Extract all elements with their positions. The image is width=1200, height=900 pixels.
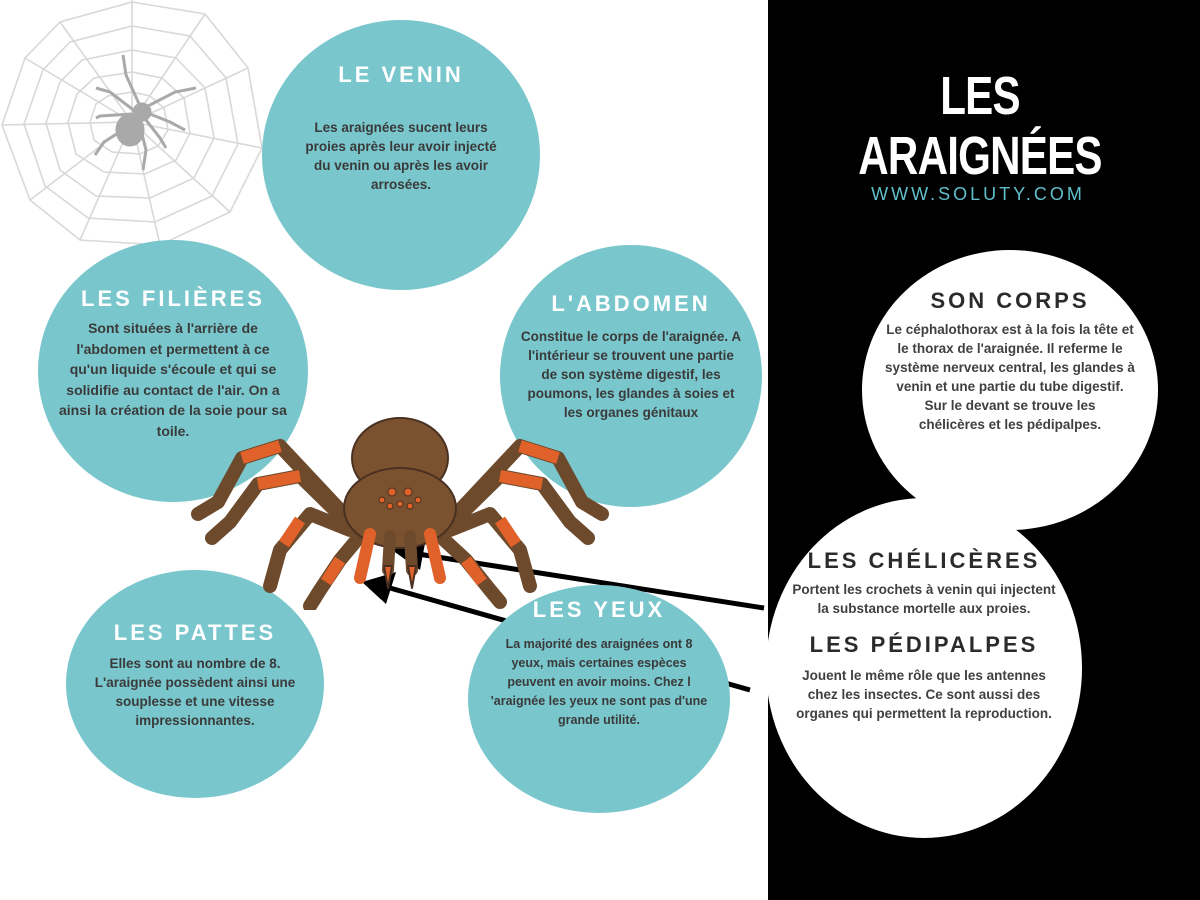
corps-text: Le céphalothorax est à la fois la tête et le thorax de l'araignée. Il referme le système nerveux central, les glandes à venin et une partie du tube digestif. bbox=[885, 322, 1135, 394]
pedipalps-title: LES PÉDIPALPES bbox=[809, 632, 1039, 657]
abdomen-title: L'ABDOMEN bbox=[551, 291, 711, 316]
filieres-text: Sont situées à l'arrière de l'abdomen et permettent à ce qu'un liquide s'écoule et qui se solidifie au contact de l'air. On a ainsi la création de la soie pour sa toile. bbox=[59, 320, 287, 439]
pattes-title: LES PATTES bbox=[113, 620, 277, 645]
venin-text: Les araignées sucent leurs proies après leur avoir injecté du venin ou après les avoir arrosées. bbox=[305, 120, 497, 192]
venin-circle bbox=[262, 20, 540, 290]
abdomen-text: Constitue le corps de l'araignée. A l'intérieur se trouvent une partie de son système digestif, les poumons, les glandes à soies et les organes génitaux bbox=[520, 329, 742, 420]
spider-web-icon bbox=[0, 0, 270, 250]
page-title: LES ARAIGNÉES bbox=[858, 66, 1102, 186]
filieres-title: LES FILIÈRES bbox=[81, 286, 265, 311]
venin-title: LE VENIN bbox=[338, 62, 464, 87]
corps-circle bbox=[862, 250, 1158, 530]
chelicerae-pedipalps-circle bbox=[766, 498, 1082, 838]
website-link[interactable]: WWW.SOLUTY.COM bbox=[871, 184, 1085, 204]
yeux-text: La majorité des araignées ont 8 yeux, mais certaines espèces peuvent en avoir moins. Chez l 'araignée les yeux ne sont pas d'une grande utilité. bbox=[490, 637, 708, 727]
corps-title: SON CORPS bbox=[930, 288, 1090, 313]
pedipalps-text: Jouent le même rôle que les antennes chez les insectes. Ce sont aussi des organes qui permettent la reproduction. bbox=[796, 668, 1052, 721]
yeux-title: LES YEUX bbox=[532, 597, 666, 622]
yeux-circle bbox=[468, 585, 730, 813]
tarantula-icon bbox=[190, 410, 610, 610]
chelicerae-title: LES CHÉLICÈRES bbox=[807, 548, 1041, 573]
pattes-text: Elles sont au nombre de 8. L'araignée possèdent ainsi une souplesse et une vitesse impressionnantes. bbox=[94, 656, 296, 728]
corps-text-2: Sur le devant se trouve les chélicères et les pédipalpes. bbox=[918, 398, 1102, 432]
chelicerae-text: Portent les crochets à venin qui injectent la substance mortelle aux proies. bbox=[792, 582, 1056, 616]
